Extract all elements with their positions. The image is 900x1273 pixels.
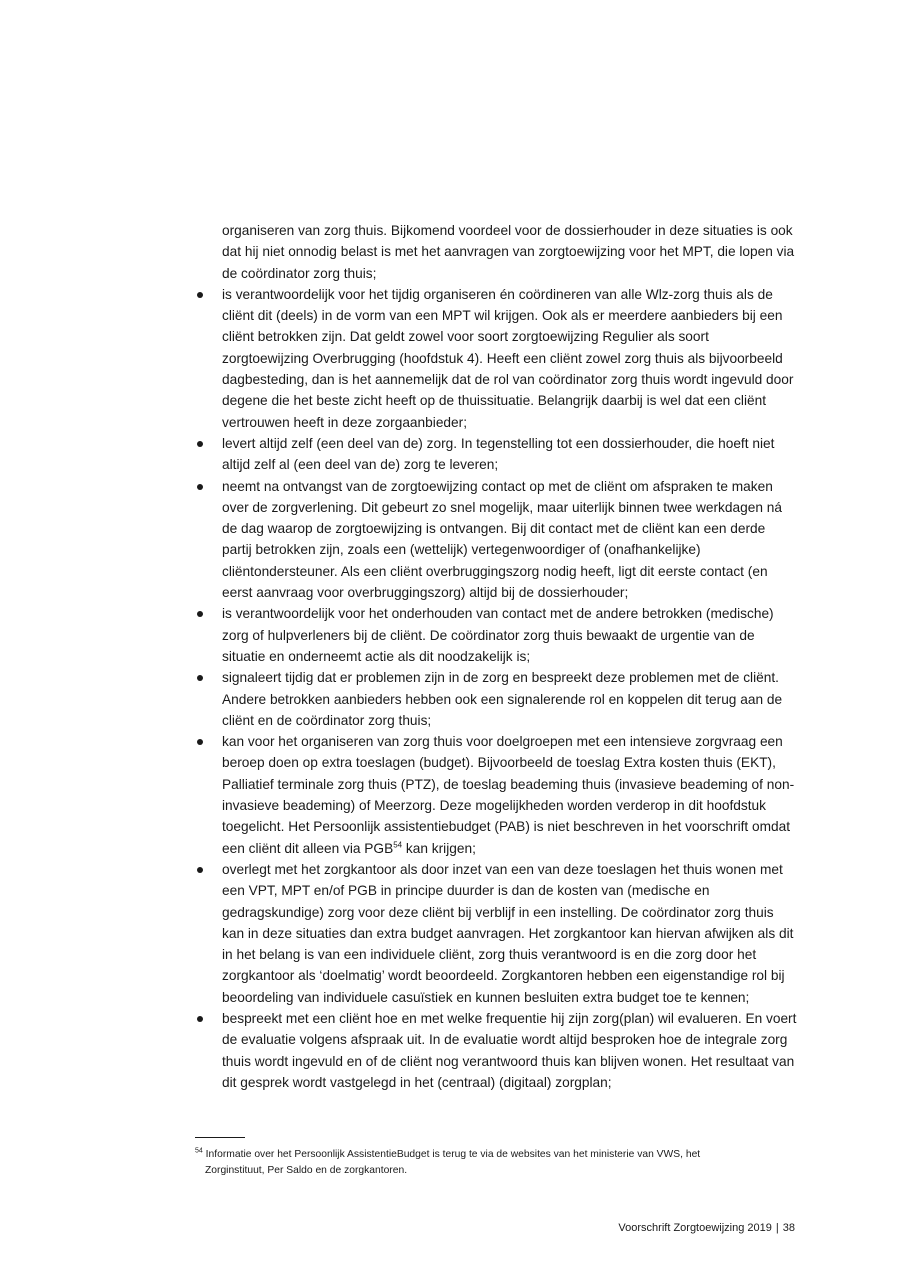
footnote-text: Informatie over het Persoonlijk AssistentieBudget is terug te via de websites van het ministerie van VWS, het (205, 1149, 701, 1160)
bullet-icon (197, 441, 203, 447)
list-item-text: kan voor het organiseren van zorg thuis voor doelgroepen met een intensieve zorgvraag een beroep doen op extra toeslagen (budget). Bijvoorbeeld de toeslag Extra kosten thuis (EKT), Palliatief terminale zorg thuis (PTZ), de toeslag beademing thuis (invasieve beademing of non-invasieve beademing) of Meerzorg. Deze mogelijkheden worden verderop in dit hoofdstuk toegelicht. Het Persoonlijk assistentiebudget (PAB) is niet beschreven in het voorschrift omdat een cliënt dit alleen via PGB (222, 734, 795, 856)
list-item-text: neemt na ontvangst van de zorgtoewijzing contact op met de cliënt om afspraken te maken over de zorgverlening. Dit gebeurt zo snel mogelijk, maar uiterlijk binnen twee werkdagen ná de dag waarop de zorgtoewijzing is ontvangen. Bij dit contact met de cliënt kan een derde partij betrokken zijn, zoals een (wettelijk) vertegenwoordiger of (onafhankelijke) cliëntondersteuner. Als een cliënt overbruggingszorg nodig heeft, ligt dit eerste contact (en eerst aanvraag voor overbruggingszorg) altijd bij de dossierhouder; (222, 478, 782, 601)
bullet-icon (197, 739, 203, 745)
document-title: Voorschrift Zorgtoewijzing 2019 (618, 1222, 772, 1234)
list-item-text: is verantwoordelijk voor het tijdig organiseren én coördineren van alle Wlz-zorg thuis als de cliënt dit (deels) in de vorm van een MPT wil krijgen. Ook als er meerdere aanbieders bij een cliënt betrokken zijn. Dat geldt zowel voor soort zorgtoewijzing Regulier als soort zorgtoewijzing Overbrugging (hoofdstuk 4). Heeft een cliënt zowel zorg thuis als bijvoorbeeld dagbesteding, dan is het aannemelijk dat de rol van coördinator zorg thuis wordt ingevuld door degene die het beste zicht heeft op de thuissituatie. Belangrijk daarbij is wel dat een cliënt vertrouwen heeft in deze zorgaanbieder; (222, 286, 794, 430)
bullet-icon (197, 484, 203, 490)
page-footer (618, 1220, 795, 1236)
list-item (222, 476, 797, 604)
list-item (222, 1008, 797, 1093)
bullet-icon (197, 611, 203, 617)
intro-paragraph: organiseren van zorg thuis. Bijkomend voordeel voor de dossierhouder in deze situaties is ook dat hij niet onnodig belast is met het aanvragen van zorgtoewijzing voor het MPT, die lopen via de coördinator zorg thuis; (222, 223, 795, 281)
list-item-text: overlegt met het zorgkantoor als door inzet van een van deze toeslagen het thuis wonen met een VPT, MPT en/of PGB in principe duurder is dan de kosten van (medische en gedragskundige) zorg voor deze cliënt bij verblijf in een instelling. De coördinator zorg thuis kan in deze situaties dan extra budget aanvragen. Het zorgkantoor kan hiervan afwijken als dit in het belang is van een individuele cliënt, zorg thuis verantwoord is en die zorg door het zorgkantoor als ‘doelmatig’ wordt beoordeeld. Zorgkantoren hebben een eigenstandige rol bij beoordeling van individuele casuïstiek en kunnen besluiten extra budget toe te kennen; (222, 861, 794, 1005)
list-item-text: bespreekt met een cliënt hoe en met welke frequentie hij zijn zorg(plan) wil evalueren. En voert de evaluatie volgens afspraak uit. In de evaluatie wordt altijd besproken hoe de integrale zorg thuis wordt ingevuld en of de cliënt nog verantwoord thuis kan blijven wonen. Het resultaat van dit gesprek wordt vastgelegd in het (centraal) (digitaal) zorgplan; (222, 1010, 797, 1090)
footnote-line (195, 1147, 795, 1163)
footnote-text-continued: Zorginstituut, Per Saldo en de zorgkantoren. (205, 1165, 408, 1176)
main-content (222, 220, 797, 1093)
list-item (222, 284, 797, 433)
list-item-text: is verantwoordelijk voor het onderhouden van contact met de andere betrokken (medische) zorg of hulpverleners bij de cliënt. De coördinator zorg thuis bewaakt de urgentie van de situatie en onderneemt actie als dit noodzakelijk is; (222, 606, 774, 664)
footnote-number: 54 (195, 1147, 203, 1155)
bullet-icon (197, 675, 203, 681)
list-item (222, 859, 797, 1008)
list-item (222, 731, 797, 859)
list-item-text: signaleert tijdig dat er problemen zijn in de zorg en bespreekt deze problemen met de cliënt. Andere betrokken aanbieders hebben ook een signalerende rol en koppelen dit terug aan de cliënt en de coördinator zorg thuis; (222, 670, 783, 728)
page-number: 38 (782, 1222, 795, 1234)
bullet-icon (197, 867, 203, 873)
footnote-reference[interactable]: 54 (393, 840, 403, 850)
list-item (222, 667, 797, 731)
bullet-list (222, 284, 797, 1093)
list-item-text: levert altijd zelf (een deel van de) zorg. In tegenstelling tot een dossierhouder, die hoeft niet altijd zelf al (een deel van de) zorg te leveren; (222, 435, 775, 473)
list-item (222, 603, 797, 667)
footnote-divider (195, 1137, 245, 1138)
bullet-icon (197, 1016, 203, 1022)
bullet-icon (197, 292, 203, 298)
list-item (222, 433, 797, 476)
footnote (195, 1147, 795, 1179)
list-item-text-continued: kan krijgen; (402, 840, 476, 856)
footer-separator: | (775, 1222, 779, 1234)
